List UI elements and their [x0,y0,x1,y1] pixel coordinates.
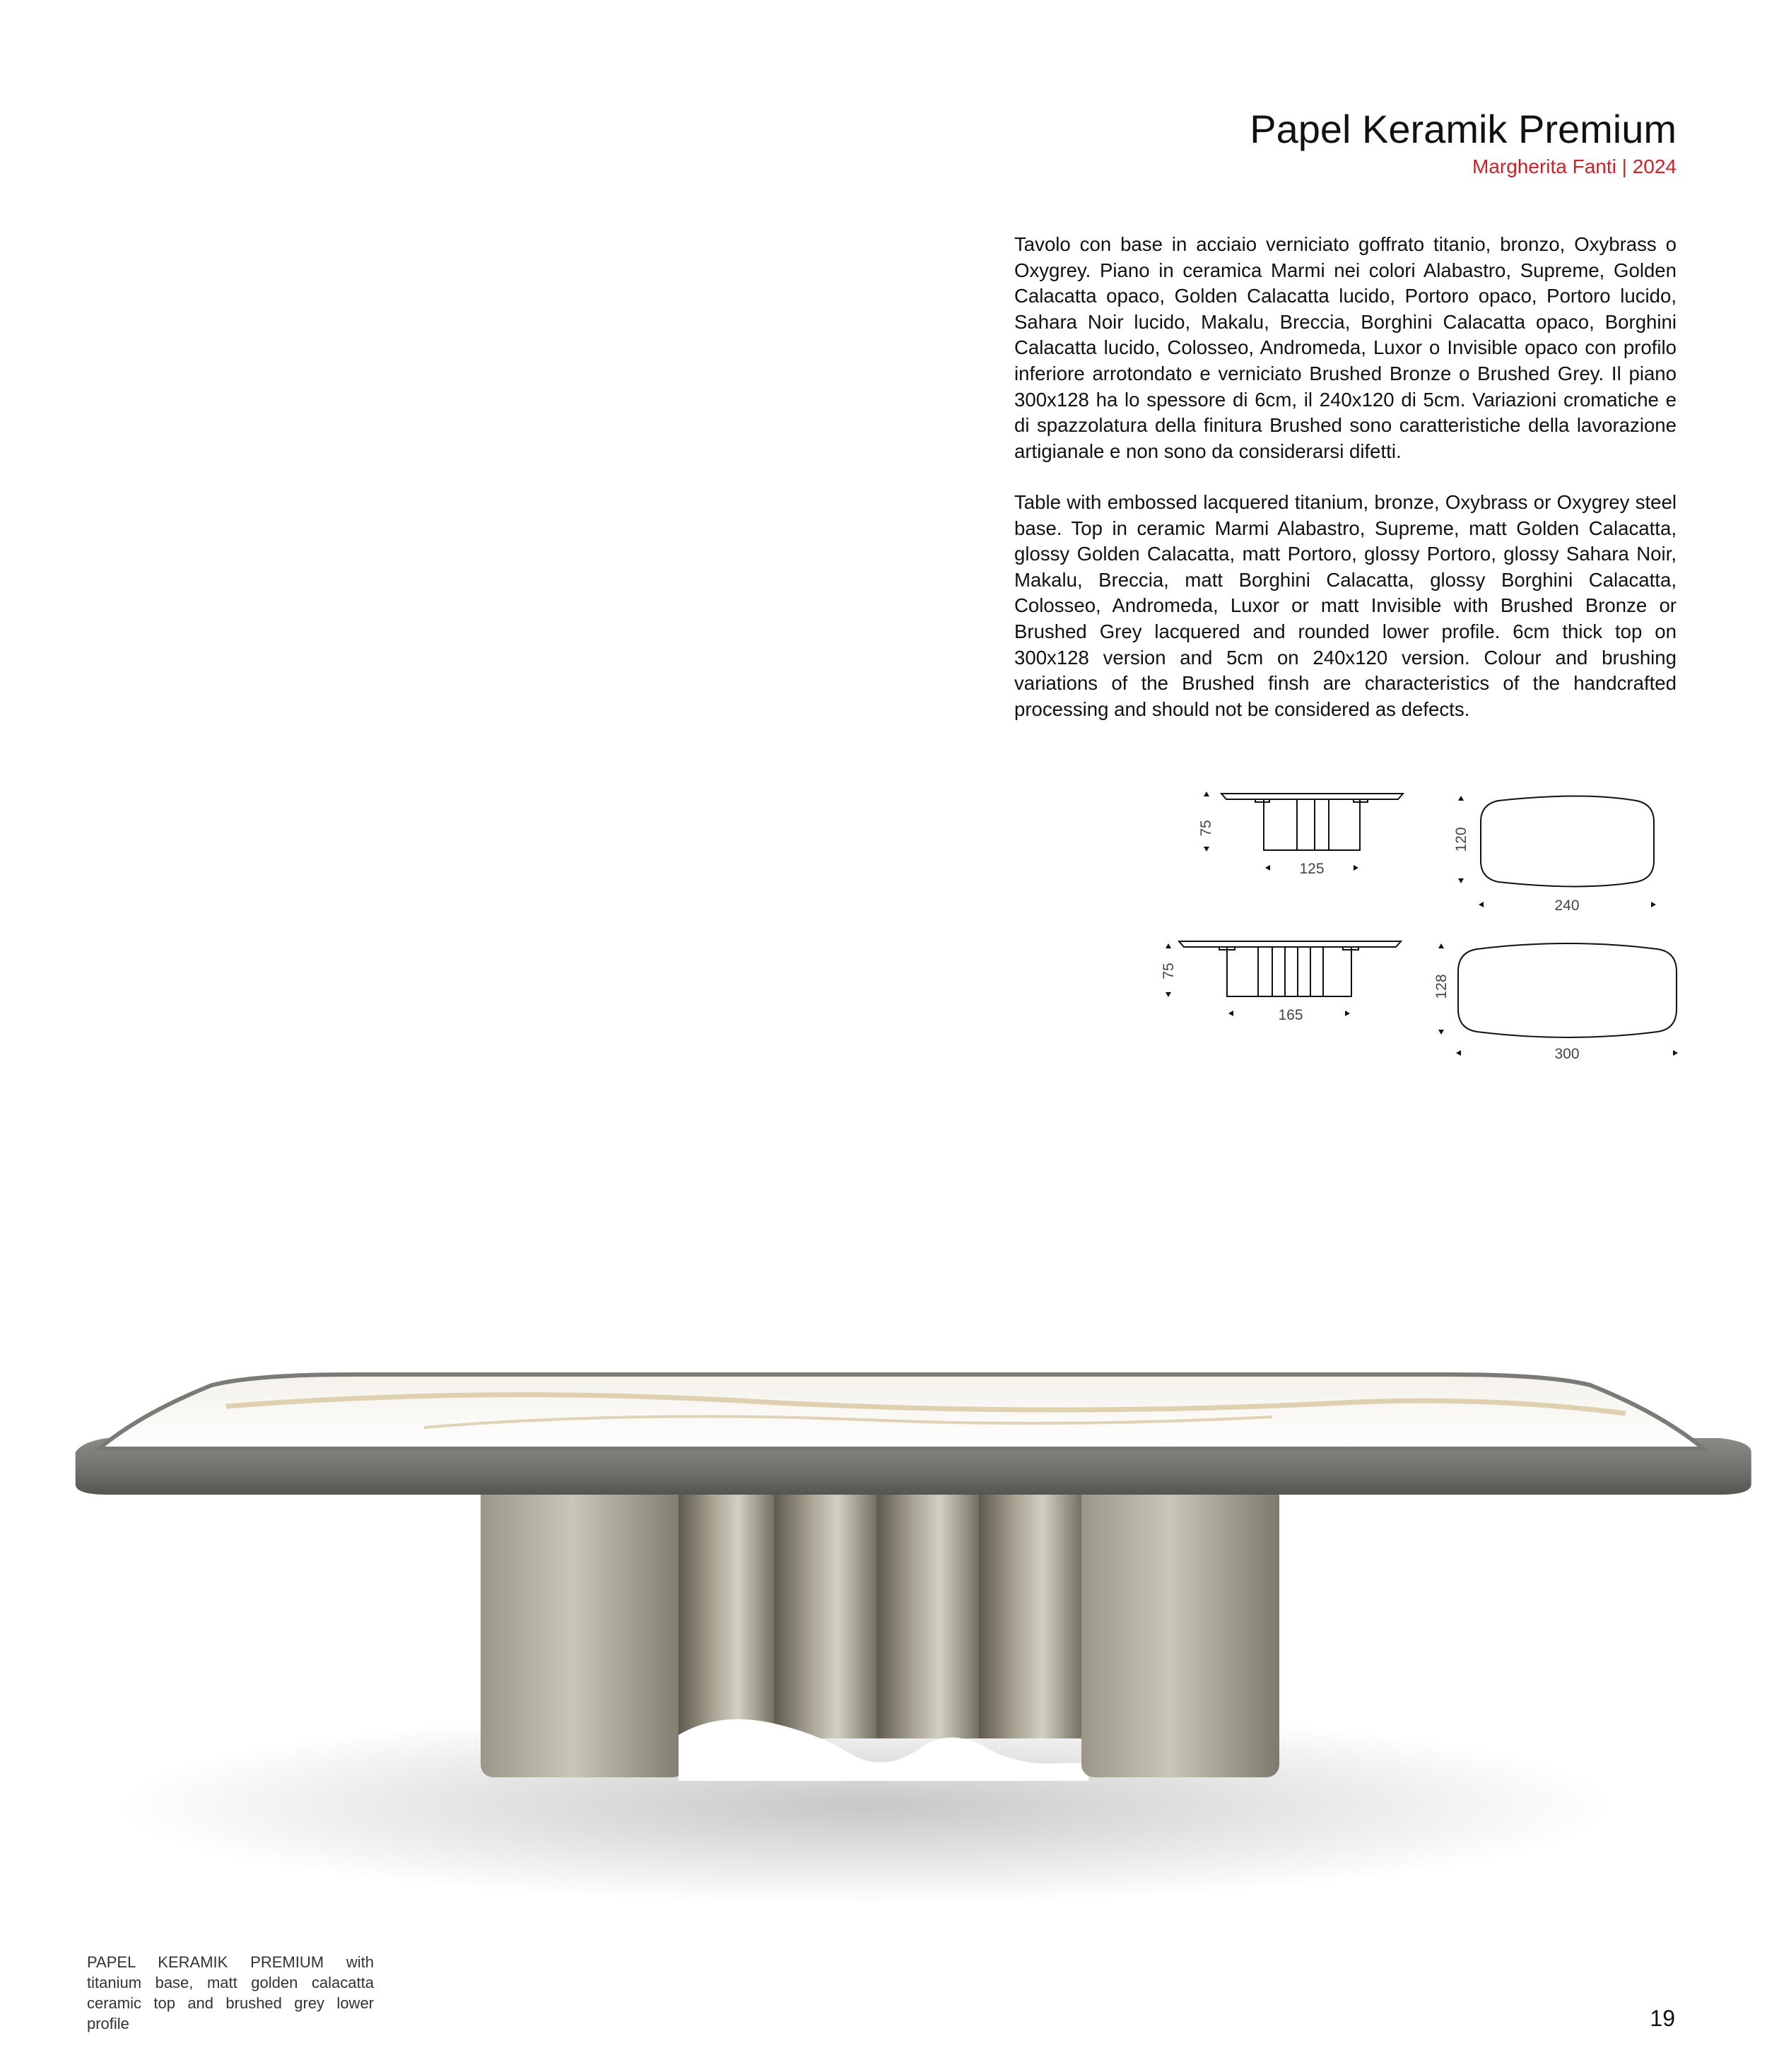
small-top-depth-label: 120 [1453,827,1469,852]
description-italian: Tavolo con base in acciaio verniciato goffrato titanio, bronzo, Oxybrass o Oxygrey. Piano in ceramica Marmi nei colori Alabastro, Supreme, Golden Calacatta opaco, Golden Calacatta lucido, Portoro opaco, Portoro lucido, Sahara Noir lucido, Makalu, Breccia, Borghini Calacatta opaco, Borghini Calacatta lucido, Colosseo, Andromeda, Luxor o Invisible opaco con profilo inferiore arrotondato e verniciato Brushed Bronze o Brushed Grey. Il piano 300x128 ha lo spessore di 6cm, il 240x120 di 5cm. Variazioni cromatiche e di spazzolatura della finitura Brushed sono caratteristiche della lavorazione artigianale e non sono da considerarsi difetti. [1014,233,1677,462]
table-base [481,1484,1279,1781]
small-top-length-label: 240 [1554,897,1580,914]
table-top [76,1375,1751,1495]
large-side-width-label: 165 [1278,1007,1303,1023]
product-title: Papel Keramik Premium [1250,107,1677,151]
small-side-width-label: 125 [1299,861,1325,877]
description-english: Table with embossed lacquered titanium, bronze, Oxybrass or Oxygrey steel base. Top in ceramic Marmi Alabastro, Supreme, matt Golden Calacatta, glossy Golden Calacatta, matt Portoro, glossy Portoro, glossy Sahara Noir, Makalu, Breccia, matt Borghini Calacatta, glossy Borghini Calacatta, Colosseo, Andromeda, Luxor or matt Invisible with Brushed Bronze or Brushed Grey lacquered and rounded lower profile. 6cm thick top on 300x128 version and 5cm on 240x120 version. Colour and brushing variations of the Brushed finsh are characteristics of the handcrafted processing and should not be considered as defects. [1014,491,1677,720]
large-side-height-label: 75 [1161,963,1177,979]
designer-year: Margherita Fanti | 2024 [1472,155,1677,177]
small-side-height-label: 75 [1198,820,1214,837]
photo-caption: PAPEL KERAMIK PREMIUM with titanium base, matt golden calacatta ceramic top and brushed grey lower profile [87,1953,374,2032]
large-top-length-label: 300 [1554,1046,1580,1062]
large-top-depth-label: 128 [1433,974,1450,999]
page-number: 19 [1650,2006,1675,2031]
